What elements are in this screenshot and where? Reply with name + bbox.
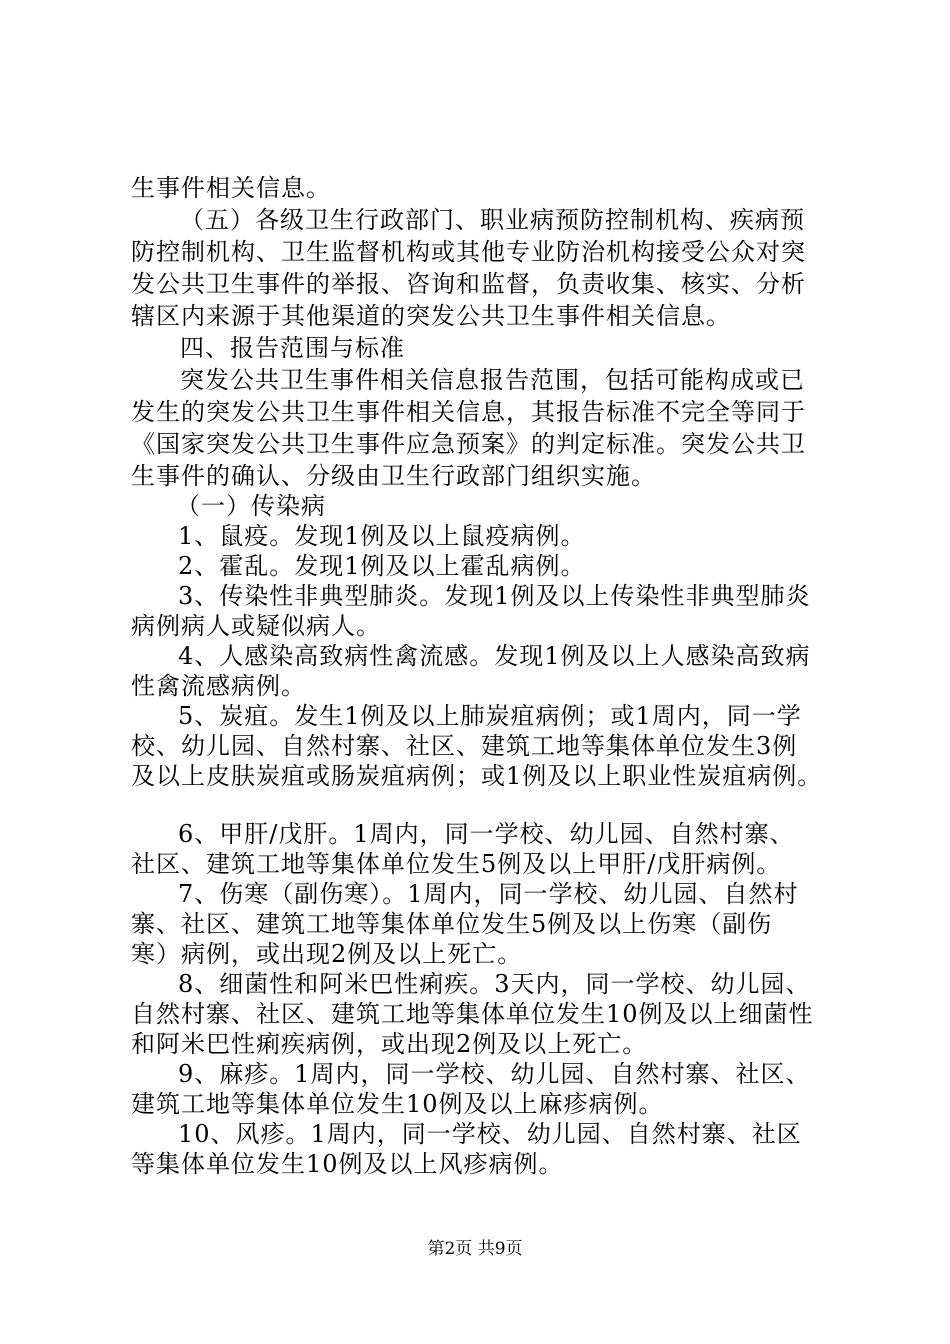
text-line-10: 生事件的确认、分级由卫生行政部门组织实施。 <box>131 462 656 490</box>
item-10-cont: 等集体单位发生10例及以上风疹病例。 <box>131 1150 564 1178</box>
item-4: 4、人感染高致病性禽流感。发现1例及以上人感染高致病 <box>178 642 811 670</box>
item-3-cont: 病例病人或疑似病人。 <box>131 612 381 640</box>
item-5-cont-2: 及以上皮肤炭疽或肠炭疽病例；或1例及以上职业性炭疽病例。 <box>131 762 823 790</box>
text-line-7: 突发公共卫生事件相关信息报告范围，包括可能构成或已 <box>180 366 805 394</box>
text-line-2: （五）各级卫生行政部门、职业病预防控制机构、疾病预 <box>180 206 805 234</box>
item-9: 9、麻疹。1周内，同一学校、幼儿园、自然村寨、社区、 <box>178 1060 811 1088</box>
text-line-4: 发公共卫生事件的举报、咨询和监督，负责收集、核实、分析 <box>131 270 806 298</box>
item-9-cont: 建筑工地等集体单位发生10例及以上麻疹病例。 <box>131 1090 664 1118</box>
item-2: 2、霍乱。发现1例及以上霍乱病例。 <box>178 552 586 580</box>
text-line-9: 《国家突发公共卫生事件应急预案》的判定标准。突发公共卫 <box>131 430 806 458</box>
item-7-cont-1: 寨、社区、建筑工地等集体单位发生5例及以上伤寒（副伤 <box>131 910 773 938</box>
text-line-1: 生事件相关信息。 <box>131 174 331 202</box>
section-heading: 四、报告范围与标准 <box>180 334 405 362</box>
item-7: 7、伤寒（副伤寒）。1周内，同一学校、幼儿园、自然村 <box>178 880 799 908</box>
item-10: 10、风疹。1周内，同一学校、幼儿园、自然村寨、社区 <box>178 1120 802 1148</box>
item-5: 5、炭疽。发生1例及以上肺炭疽病例；或1周内，同一学 <box>178 702 802 730</box>
item-8-cont-2: 和阿米巴性痢疾病例，或出现2例及以上死亡。 <box>131 1030 648 1058</box>
item-5-cont-1: 校、幼儿园、自然村寨、社区、建筑工地等集体单位发生3例 <box>131 732 798 760</box>
subsection-heading: （一）传染病 <box>176 492 326 520</box>
item-8: 8、细菌性和阿米巴性痢疾。3天内，同一学校、幼儿园、 <box>178 970 811 998</box>
text-line-3: 防控制机构、卫生监督机构或其他专业防治机构接受公众对突 <box>131 238 806 266</box>
text-line-5: 辖区内来源于其他渠道的突发公共卫生事件相关信息。 <box>131 302 731 330</box>
item-6: 6、甲肝/戊肝。1周内，同一学校、幼儿园、自然村寨、 <box>178 820 795 848</box>
text-line-8: 发生的突发公共卫生事件相关信息，其报告标准不完全等同于 <box>131 398 806 426</box>
item-3: 3、传染性非典型肺炎。发现1例及以上传染性非典型肺炎 <box>178 582 811 610</box>
item-1: 1、鼠疫。发现1例及以上鼠疫病例。 <box>178 522 586 550</box>
page-number-footer: 第2页 共9页 <box>427 1239 523 1259</box>
item-4-cont: 性禽流感病例。 <box>131 672 306 700</box>
item-7-cont-2: 寒）病例，或出现2例及以上死亡。 <box>131 940 523 968</box>
item-8-cont-1: 自然村寨、社区、建筑工地等集体单位发生10例及以上细菌性 <box>131 1000 814 1028</box>
item-6-cont: 社区、建筑工地等集体单位发生5例及以上甲肝/戊肝病例。 <box>131 850 782 878</box>
